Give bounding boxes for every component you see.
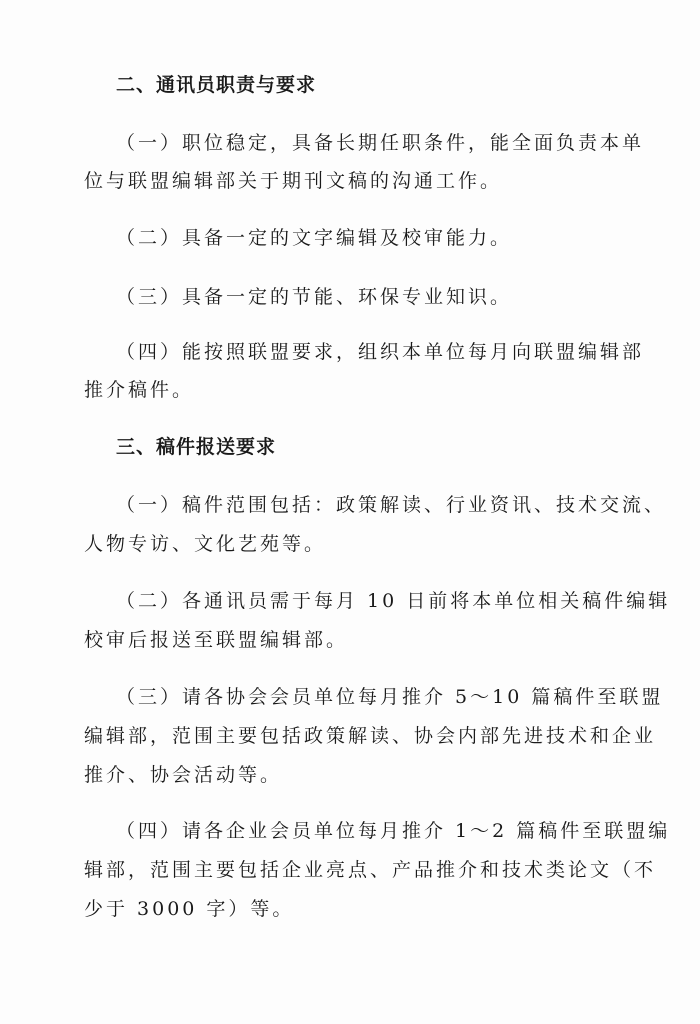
paragraph-line: （四）能按照联盟要求，组织本单位每月向联盟编辑部 (116, 341, 645, 363)
paragraph-line: （一）职位稳定，具备长期任职条件，能全面负责本单 (116, 132, 645, 154)
paragraph-line: 辑部，范围主要包括企业亮点、产品推介和技术类论文（不 (84, 859, 657, 881)
paragraph-line: （一）稿件范围包括：政策解读、行业资讯、技术交流、 (116, 494, 667, 516)
paragraph-line: 推介稿件。 (84, 379, 195, 401)
paragraph-line: （二）各通讯员需于每月 10 日前将本单位相关稿件编辑 (116, 590, 671, 612)
paragraph-line: （三）请各协会会员单位每月推介 5～10 篇稿件至联盟 (116, 686, 664, 708)
paragraph-line: 校审后报送至联盟编辑部。 (84, 629, 349, 651)
paragraph-line: 少于 3000 字）等。 (84, 898, 295, 920)
paragraph-line: 人物专访、文化艺苑等。 (84, 533, 327, 555)
paragraph-line: 推介、协会活动等。 (84, 764, 283, 786)
paragraph-line: （三）具备一定的节能、环保专业知识。 (116, 286, 513, 308)
section-3-heading: 三、稿件报送要求 (116, 436, 277, 458)
paragraph-line: 编辑部，范围主要包括政策解读、协会内部先进技术和企业 (84, 725, 657, 747)
paragraph-line: 位与联盟编辑部关于期刊文稿的沟通工作。 (84, 170, 503, 192)
paragraph-line: （二）具备一定的文字编辑及校审能力。 (116, 227, 513, 249)
section-2-heading: 二、通讯员职责与要求 (116, 74, 317, 96)
paragraph-line: （四）请各企业会员单位每月推介 1～2 篇稿件至联盟编 (116, 820, 671, 842)
